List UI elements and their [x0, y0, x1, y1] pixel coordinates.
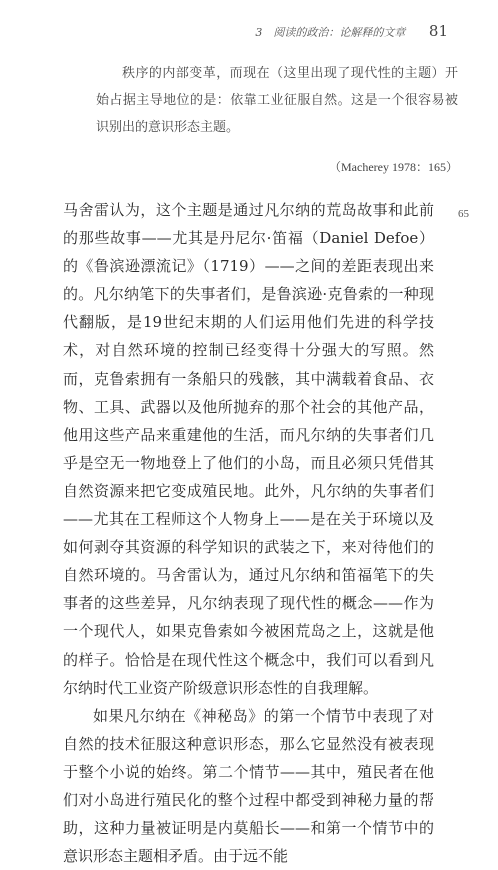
paragraph-1: 马舍雷认为，这个主题是通过凡尔纳的荒岛故事和此前的那些故事——尤其是丹尼尔·笛福（Daniel Defoe）的《鲁滨逊漂流记》（1719）——之间的差距表现出来的。凡尔纳笔下的失事者们，是鲁滨逊·克鲁索的一种现代翻版，是19世纪末期的人们运用他们先进的科学技术，对自然环境的控制已经变得十分强大的写照。然而，克鲁索拥有一条船只的残骸，其中满载着食品、衣物、工具、武器以及他所抛弃的那个社会的其他产品，他用这些产品来重建他的生活，而凡尔纳的失事者们几乎是空无一物地登上了他们的小岛，而且必须只凭借其自然资源来把它变成殖民地。此外，凡尔纳的失事者们——尤其在工程师这个人物身上——是在关于环境以及如何剥夺其资源的科学知识的武装之下，来对待他们的自然环境的。马舍雷认为，通过凡尔纳和笛福笔下的失事者的这些差异，凡尔纳表现了现代性的概念——作为一个现代人，如果克鲁索如今被困荒岛之上，这就是他的样子。恰恰是在现代性这个概念中，我们可以看到凡尔纳时代工业资产阶级意识形态性的自我理解。 [63, 201, 434, 697]
quote-citation: （Macherey 1978：165） [329, 160, 458, 174]
main-text [63, 196, 434, 870]
original-page-number: 65 [458, 208, 469, 220]
running-header [0, 22, 448, 40]
block-quote [96, 60, 458, 141]
quote-text: 秩序的内部变革，而现在（这里出现了现代性的主题）开始占据主导地位的是：依靠工业征服自然。这是一个很容易被识别出的意识形态主题。 [96, 66, 458, 135]
paragraph-2: 如果凡尔纳在《神秘岛》的第一个情节中表现了对自然的技术征服这种意识形态，那么它显然没有被表现于整个小说的始终。第二个情节——其中，殖民者在他们对小岛进行殖民化的整个过程中都受到神秘力量的帮助，这种力量被证明是内莫船长——和第一个情节中的意识形态主题相矛盾。由于远不能 [63, 706, 434, 866]
chapter-title: 3 阅读的政治：论解释的文章 [255, 26, 406, 39]
page-number: 81 [428, 22, 448, 40]
